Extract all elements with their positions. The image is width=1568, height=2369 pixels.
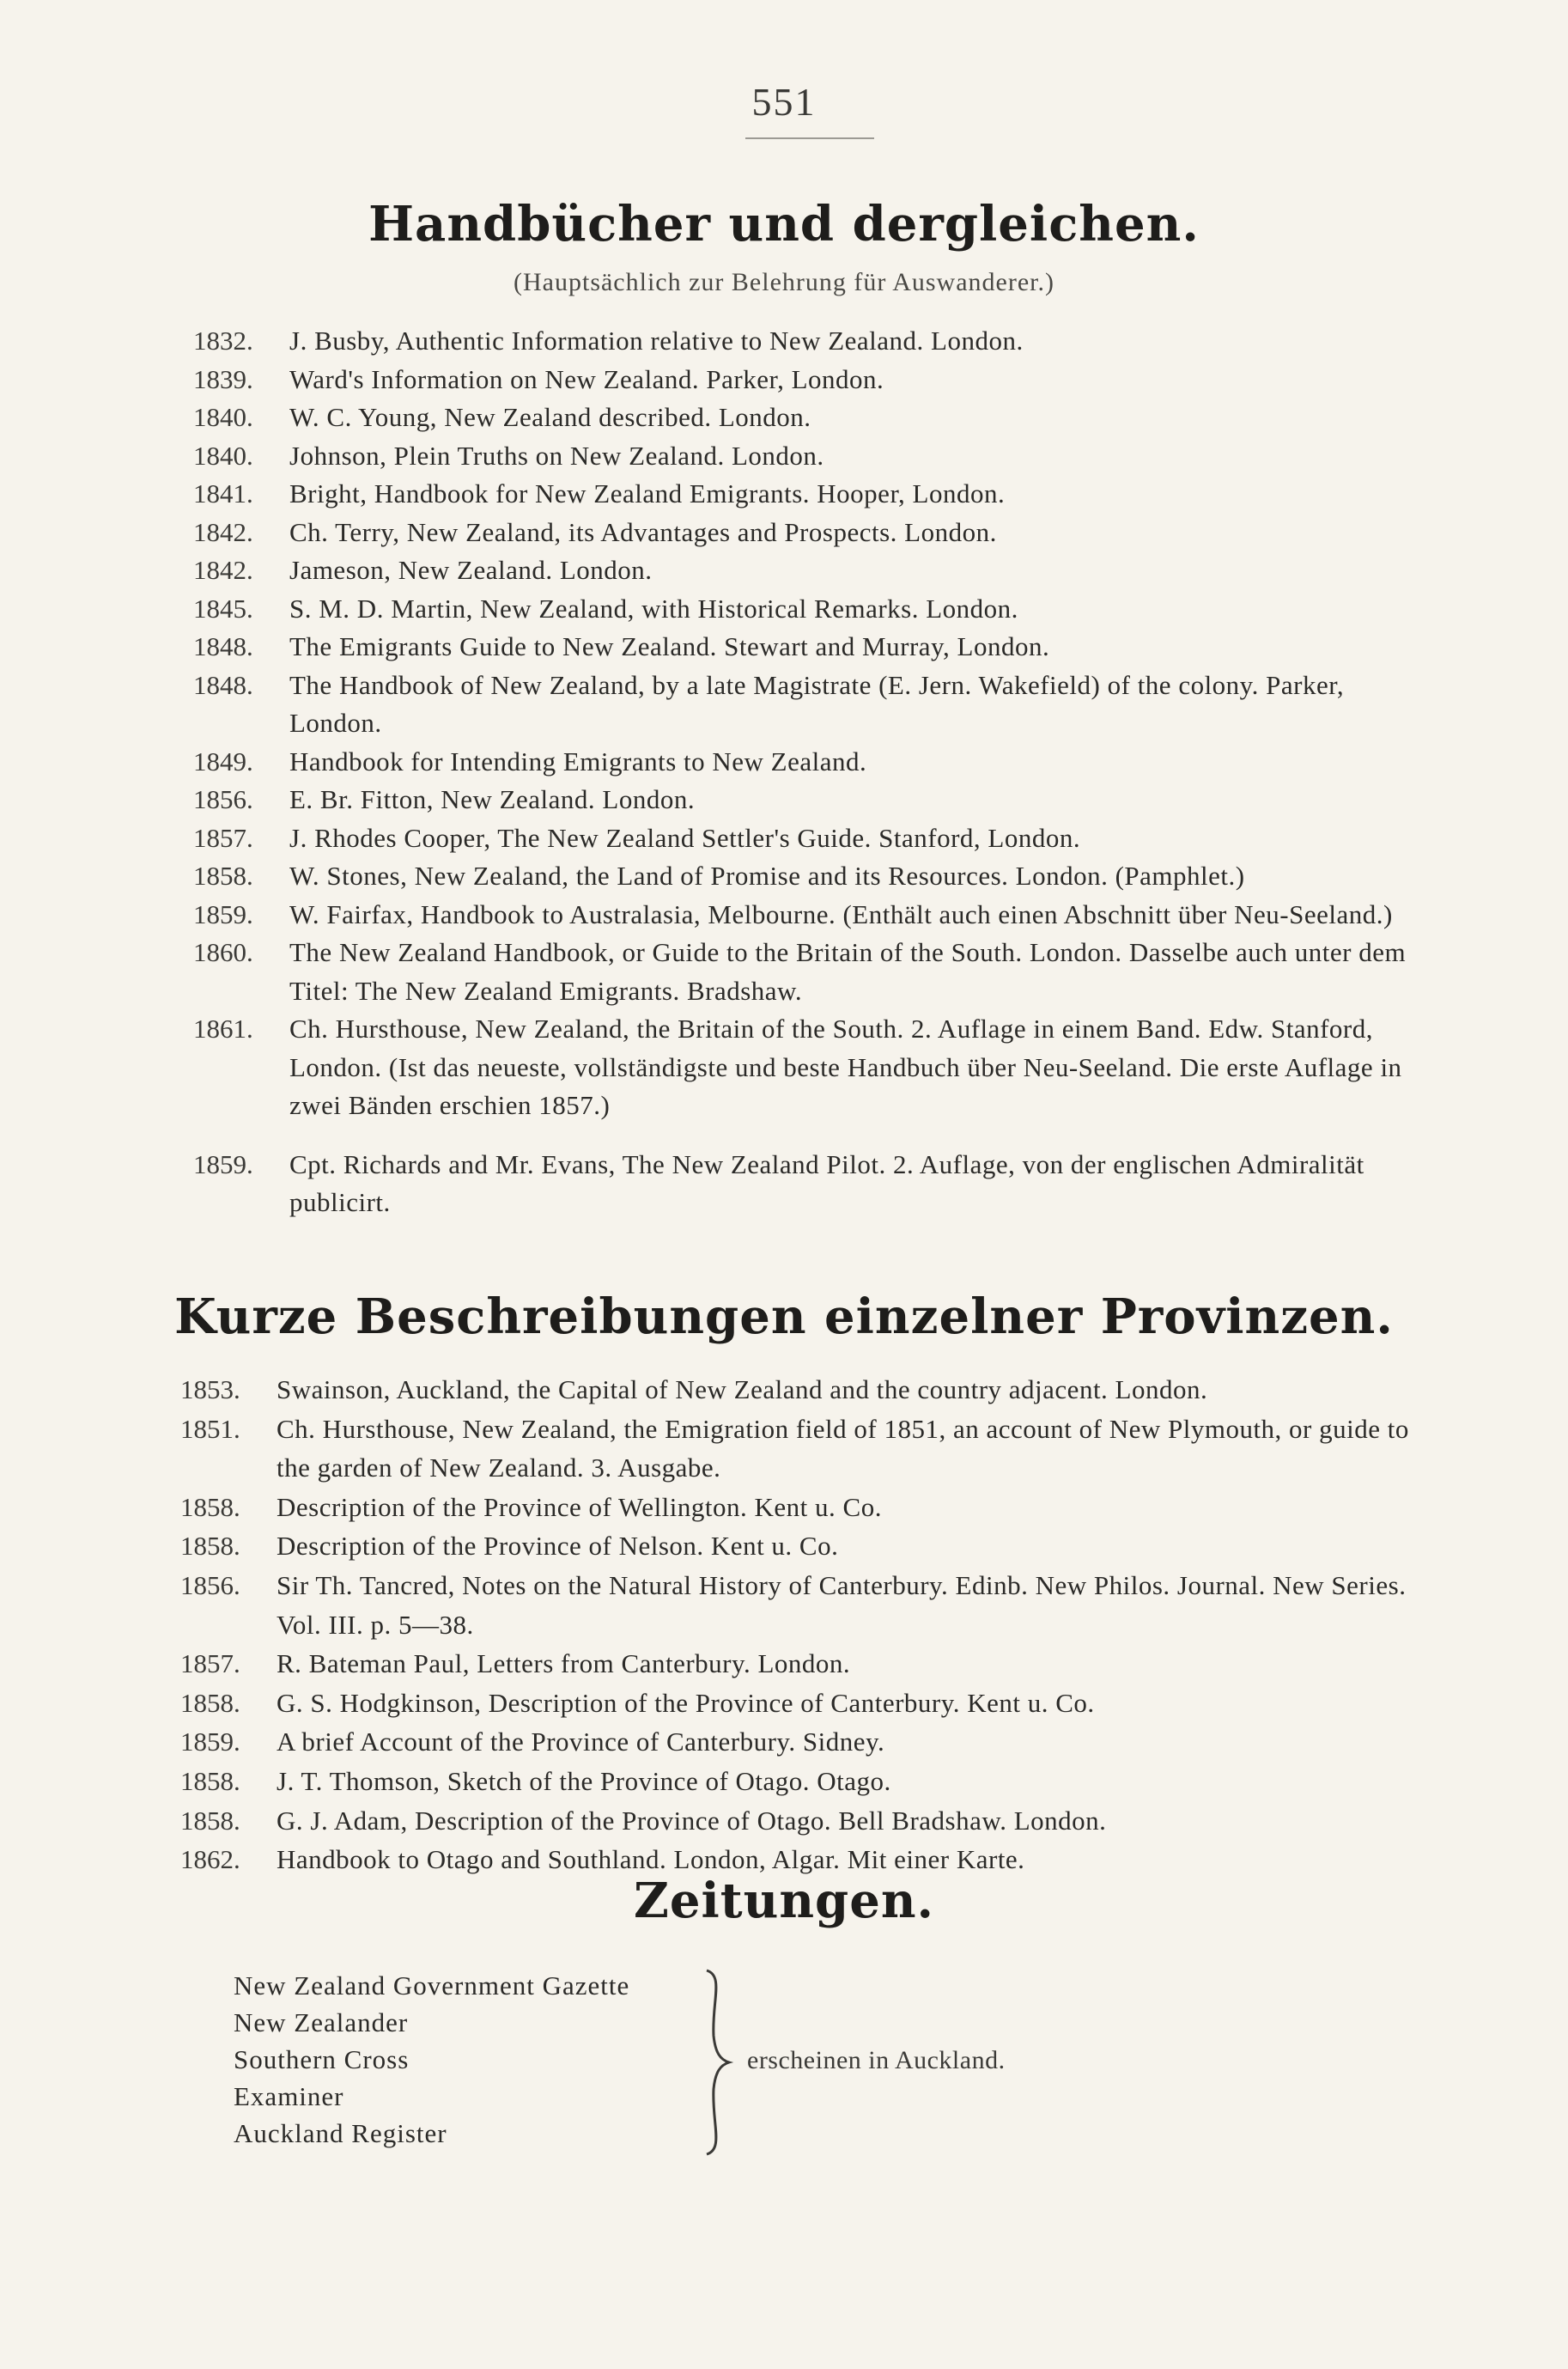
entry-year: 1848. (193, 669, 253, 700)
entry-year: 1849. (193, 746, 253, 776)
entry-text: Ward's Information on New Zealand. Parker, London. (289, 363, 884, 394)
newspaper-item: New Zealand Government Gazette (234, 1970, 630, 2001)
list-item (193, 551, 1430, 590)
entry-text: The Handbook of New Zealand, by a late Magistrate (E. Jern. Wakefield) of the colony. Parker, London. (289, 669, 1345, 738)
entry-text: Description of the Province of Nelson. Kent u. Co. (277, 1531, 839, 1562)
entry-text: Bright, Handbook for New Zealand Emigrants. Hooper, London. (289, 478, 1006, 509)
province-list (180, 1370, 1434, 1879)
entry-text: J. Busby, Authentic Information relative to New Zealand. London. (289, 326, 1024, 356)
entry-text: Cpt. Richards and Mr. Evans, The New Zealand Pilot. 2. Auflage, von der englischen Admiralität publicirt. (289, 1148, 1364, 1217)
entry-year: 1840. (193, 402, 253, 432)
entry-text: S. M. D. Martin, New Zealand, with Historical Remarks. London. (289, 593, 1018, 624)
entry-text: J. Rhodes Cooper, The New Zealand Settler's Guide. Stanford, London. (289, 822, 1081, 853)
entry-text: R. Bateman Paul, Letters from Canterbury. London. (277, 1648, 851, 1679)
newspaper-item: Auckland Register (234, 2118, 447, 2148)
entry-text: Jameson, New Zealand. London. (289, 555, 653, 585)
list-item (180, 1370, 1434, 1410)
entry-text: Johnson, Plein Truths on New Zealand. London. (289, 440, 824, 471)
entry-text: Ch. Terry, New Zealand, its Advantages and Prospects. London. (289, 516, 997, 547)
entry-year: 1858. (180, 1687, 240, 1718)
entry-text: The Emigrants Guide to New Zealand. Stewart and Murray, London. (289, 631, 1050, 661)
entry-year: 1842. (193, 555, 253, 585)
entry-year: 1839. (193, 363, 253, 394)
section-heading-provinces: Kurze Beschreibungen einzelner Provinzen. (174, 1288, 1394, 1345)
entry-year: 1857. (180, 1648, 240, 1679)
list-item (180, 1722, 1434, 1762)
entry-text: Ch. Hursthouse, New Zealand, the Emigration field of 1851, an account of New Plymouth, or guide to the garden of New Zealand. 3. Ausgabe. (277, 1413, 1409, 1483)
entry-text: J. T. Thomson, Sketch of the Province of Otago. Otago. (277, 1765, 891, 1796)
list-item (180, 1526, 1434, 1566)
entry-year: 1842. (193, 516, 253, 547)
list-item (180, 1644, 1434, 1684)
list-item (180, 1684, 1434, 1723)
entry-year: 1848. (193, 631, 253, 661)
list-item (193, 1010, 1430, 1125)
entry-text: Description of the Province of Wellington. Kent u. Co. (277, 1491, 882, 1522)
list-item (193, 514, 1430, 552)
entry-year: 1858. (180, 1765, 240, 1796)
page-number: 551 (751, 80, 817, 124)
list-item (180, 1801, 1434, 1841)
list-item (193, 743, 1430, 782)
entry-text: G. S. Hodgkinson, Description of the Province of Canterbury. Kent u. Co. (277, 1687, 1095, 1718)
entry-text: Handbook for Intending Emigrants to New Zealand. (289, 746, 867, 776)
entry-text: Sir Th. Tancred, Notes on the Natural History of Canterbury. Edinb. New Philos. Journal. New Series. Vol. III. p. 5—38. (277, 1569, 1407, 1640)
entry-year: 1832. (193, 326, 253, 356)
entry-year: 1859. (180, 1727, 240, 1757)
entry-text: W. C. Young, New Zealand described. London. (289, 402, 811, 432)
entry-text: G. J. Adam, Description of the Province of Otago. Bell Bradshaw. London. (277, 1805, 1107, 1836)
section-heading-newspapers: Zeitungen. (633, 1873, 935, 1929)
newspaper-item: Southern Cross (234, 2044, 410, 2074)
entry-year: 1840. (193, 440, 253, 471)
entry-text: W. Fairfax, Handbook to Australasia, Melbourne. (Enthält auch einen Abschnitt über Neu-Seeland.) (289, 898, 1393, 929)
entry-year: 1856. (193, 784, 253, 814)
entry-year: 1858. (193, 861, 253, 891)
list-item (180, 1762, 1434, 1801)
entry-text: Swainson, Auckland, the Capital of New Zealand and the country adjacent. London. (277, 1374, 1208, 1404)
list-item (193, 1146, 1430, 1222)
page-number-rule (745, 137, 874, 139)
entry-text: Handbook to Otago and Southland. London, Algar. Mit einer Karte. (277, 1844, 1025, 1875)
curly-brace-icon (700, 1967, 734, 2158)
entry-year: 1860. (193, 937, 253, 967)
list-item (193, 475, 1430, 514)
list-item (180, 1410, 1434, 1488)
entry-year: 1859. (193, 1148, 253, 1179)
list-item (193, 896, 1430, 935)
list-item (193, 934, 1430, 1010)
entry-text: The New Zealand Handbook, or Guide to the Britain of the South. London. Dasselbe auch unter dem Titel: The New Zealand Emigrants. Bradshaw. (289, 937, 1407, 1006)
section-heading-handbooks: Handbücher und dergleichen. (368, 196, 1200, 253)
entry-text: W. Stones, New Zealand, the Land of Promise and its Resources. London. (Pamphlet.) (289, 861, 1245, 891)
list-item (193, 819, 1430, 858)
entry-year: 1845. (193, 593, 253, 624)
list-item (193, 322, 1430, 361)
newspaper-item: Examiner (234, 2081, 344, 2111)
handbook-list (193, 322, 1430, 1222)
list-item (193, 667, 1430, 743)
entry-year: 1858. (180, 1491, 240, 1522)
entry-year: 1858. (180, 1805, 240, 1836)
newspaper-item: New Zealander (234, 2007, 409, 2037)
section-subheading-handbooks: (Hauptsächlich zur Belehrung für Auswanderer.) (514, 268, 1054, 296)
list-item (193, 361, 1430, 399)
list-item (193, 399, 1430, 437)
list-item (193, 628, 1430, 667)
entry-year: 1853. (180, 1374, 240, 1404)
entry-year: 1856. (180, 1569, 240, 1600)
entry-text: A brief Account of the Province of Canterbury. Sidney. (277, 1727, 885, 1757)
entry-year: 1841. (193, 478, 253, 509)
newspaper-list (234, 1967, 629, 2152)
entry-year: 1859. (193, 898, 253, 929)
entry-text: E. Br. Fitton, New Zealand. London. (289, 784, 696, 814)
list-item (193, 437, 1430, 476)
list-item (180, 1488, 1434, 1527)
entry-year: 1851. (180, 1413, 240, 1444)
entry-year: 1857. (193, 822, 253, 853)
entry-year: 1862. (180, 1844, 240, 1875)
entry-text: Ch. Hursthouse, New Zealand, the Britain of the South. 2. Auflage in einem Band. Edw. Stanford, London. (Ist das neueste, vollständigste und beste Handbuch über Neu-Seeland. Die erste Auflage in zwei Bänden erschien 1857.) (289, 1014, 1402, 1120)
entry-year: 1861. (193, 1014, 253, 1044)
list-item (193, 781, 1430, 819)
newspaper-note: erscheinen in Auckland. (747, 2046, 1006, 2074)
list-item (180, 1566, 1434, 1644)
entry-year: 1858. (180, 1531, 240, 1562)
list-item (193, 857, 1430, 896)
list-item (193, 590, 1430, 629)
